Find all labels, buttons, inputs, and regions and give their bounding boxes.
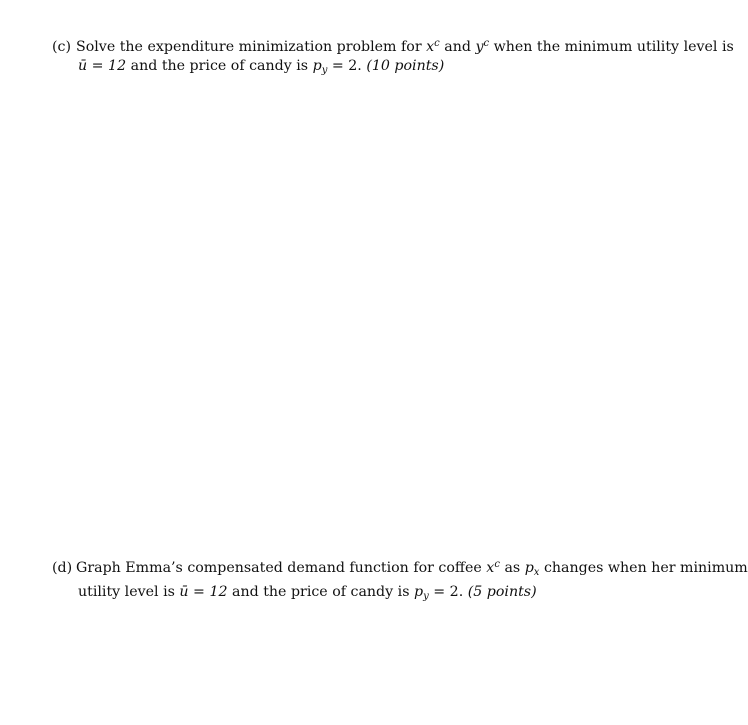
as-word: as <box>504 560 521 576</box>
part-d-label: (d) <box>52 560 73 576</box>
part-c-text-1-end: when the minimum utility level is <box>493 39 734 55</box>
part-c-text-1: Solve the expenditure minimization problem for <box>76 39 422 55</box>
part-d-text-1: Graph Emma’s compensated demand function for coffee <box>76 560 482 576</box>
part-d-text-1-end: changes when her minimum <box>543 560 748 576</box>
part-c-points: (10 points) <box>366 57 445 74</box>
part-d-text-2-start: utility level is <box>78 583 175 600</box>
part-d-line-2 <box>52 583 692 607</box>
and-word: and <box>444 39 471 55</box>
part-c-label: (c) <box>52 39 72 55</box>
u-bar-equation: ū = 12 <box>78 57 127 74</box>
part-d-line-1 <box>52 556 748 583</box>
u-bar-equation-d: ū = 12 <box>179 583 228 600</box>
part-c-line-1 <box>52 35 734 57</box>
var-x-c: $x^c$ <box>426 38 440 55</box>
part-c-text-2: and the price of candy is <box>130 57 309 74</box>
part-d-points: (5 points) <box>467 583 537 600</box>
price-y-d: $p_y = 2$. <box>414 583 464 602</box>
var-x-d: $x^c$ <box>486 559 500 576</box>
part-d-text-2: and the price of candy is <box>232 583 410 600</box>
part-c-line-2 <box>52 57 692 81</box>
problem-part-c <box>52 35 734 80</box>
var-y-c: $y^c$ <box>475 38 490 55</box>
price-y: $p_y = 2$. <box>312 57 362 76</box>
price-x: $p_x$ <box>524 560 540 578</box>
problem-part-d <box>52 556 748 606</box>
